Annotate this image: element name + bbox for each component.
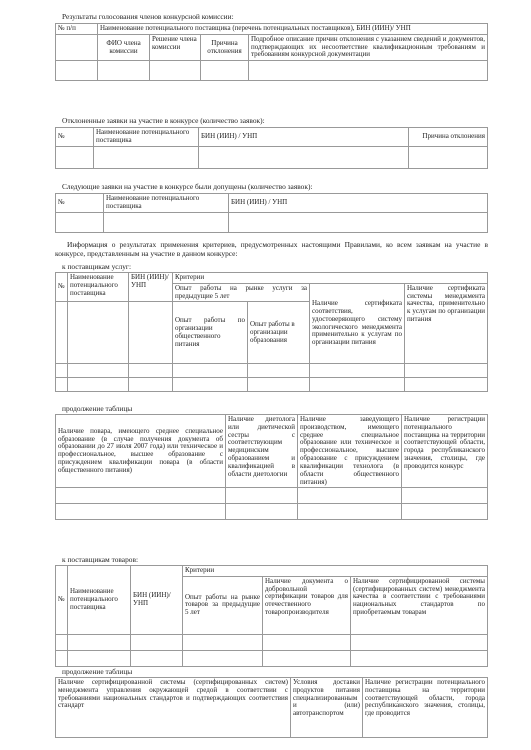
col-header-bin: БИН (ИИН) / УНП — [199, 128, 409, 147]
col-header-cook: Наличие повара, имеющего среднее специальное образование (в случае получения документа об образовании до 27 июля 2007 года) или техническое и профессиональное, высшее образование с присуждением квалификации повара (в области общественного питания) — [56, 415, 226, 488]
col-header-bin: БИН (ИИН) / УНП — [229, 194, 488, 213]
col-header-fio: ФИО члена комиссии — [98, 34, 150, 60]
col-header-description: Подробное описание причин отклонения с указанием сведений и документов, подтверждающих их несоответствие квалификационным требованиям и требованиям конкурсной документации — [249, 34, 488, 60]
col-header-dietitian: Наличие диетолога или диетической сестры с соответствующим медицинским образованием и квалификацией в области диетологии — [226, 415, 298, 488]
col-header-supplier: Наименование потенциального поставщика (перечень потенциальных поставщиков), БИН (ИИН)/ УНП — [98, 24, 488, 35]
col-header-delivery: Условия доставки продуктов питания специализированным и (или) автотранспортом — [291, 678, 363, 738]
services-title: к поставщикам услуг: — [62, 262, 132, 271]
goods-title: к поставщикам товаров: — [62, 555, 139, 564]
col-header-name: Наименование потенциального поставщика — [68, 566, 131, 635]
col-header-decision: Решение члена комиссии — [150, 34, 201, 60]
col-header-manager: Наличие заведующего производством, имеющего среднее специальное образование или техническое и профессиональное, высшее образование с присуждением квалификации технолога (в области общественного питания) — [298, 415, 402, 488]
col-header-no: № — [56, 273, 68, 302]
col-header-experience: Опыт работы на рынке товаров за предыдущие 5 лет — [183, 576, 263, 634]
criteria-info-paragraph: Информация о результатах применения критериев, предусмотренных настоящими Правилами, ко всем заявкам на участие в конкурсе, представленным на участие в данном конкурсе: — [55, 240, 488, 258]
col-header-name: Наименование потенциального поставщика — [104, 194, 229, 213]
admitted-table — [55, 193, 488, 233]
col-header-voluntary-cert: Наличие документа о добровольной сертификации товаров для отечественного товаропроизводителя — [263, 576, 351, 634]
col-header-no: № п/п — [56, 24, 98, 35]
col-header-bin: БИН (ИИН)/ УНП — [129, 273, 173, 302]
table-row — [56, 634, 488, 650]
col-header-reason: Причина отклонения — [201, 34, 249, 60]
goods-continued-label: продолжение таблицы — [62, 667, 133, 676]
goods-continued-table — [55, 677, 488, 738]
table-row — [56, 146, 488, 168]
voting-results-title: Результаты голосования членов конкурсной комиссии: — [62, 12, 234, 21]
col-header-reason: Причина отклонения — [409, 128, 488, 147]
col-header-eco-cert: Наличие сертификата соответствия, удостоверяющего систему экологического менеджмента применительно к услугам по организации питания — [310, 283, 405, 364]
services-continued-table — [55, 414, 488, 520]
table-row — [56, 650, 488, 666]
voting-results-table — [55, 23, 488, 81]
col-header-name: Наименование потенциального поставщика — [94, 128, 199, 147]
table-row — [56, 61, 488, 81]
rejected-title: Отклоненные заявки на участие в конкурсе (количество заявок): — [62, 116, 265, 125]
col-header-name: Наименование потенциального поставщика — [68, 273, 129, 302]
col-header-exp-education: Опыт работы в организации образования — [248, 302, 310, 364]
table-row — [56, 504, 488, 520]
table-row — [56, 378, 488, 392]
col-header-no: № — [56, 566, 68, 635]
table-row — [56, 364, 488, 378]
goods-criteria-table — [55, 565, 488, 667]
col-header-bin: БИН (ИИН)/ УНП — [131, 566, 183, 635]
col-header-experience: Опыт работы на рынке услуги за предыдущие 5 лет — [173, 283, 310, 302]
col-header-registration: Наличие регистрации потенциального поставщика на территории соответствующей области, города республиканского значения, столицы, где проводится конкурс — [402, 415, 488, 488]
col-header-no: № — [56, 128, 94, 147]
col-header-exp-catering: Опыт работы по организации общественного питания — [173, 302, 248, 364]
table-row — [56, 488, 488, 504]
col-header-criteria: Критерии — [173, 273, 488, 284]
col-header-quality-cert: Наличие сертификата системы менеджмента качества, применительно к услугам по организации питания — [405, 283, 488, 364]
services-criteria-table — [55, 272, 488, 392]
services-continued-label: продолжение таблицы — [62, 404, 133, 413]
col-header-no: № — [56, 194, 104, 213]
col-header-env-cert: Наличие сертифицированной системы (сертифицированных систем) менеджмента управления окружающей средой в соответствии с требованиями национальных стандартов и подтверждающих соответствия стандарт — [56, 678, 291, 738]
col-header-registration: Наличие регистрации потенциального поставщика на территории соответствующей области, города республиканского значения, столицы, где проводится — [363, 678, 488, 738]
col-header-criteria: Критерии — [183, 566, 488, 577]
table-row — [56, 212, 488, 232]
col-header-quality-cert: Наличие сертифицированной системы (сертифицированных систем) менеджмента качества в соответствии с требованиями национальных стандартов по приобретаемым товарам — [351, 576, 488, 634]
rejected-table — [55, 127, 488, 169]
admitted-title: Следующие заявки на участие в конкурсе были допущены (количество заявок): — [62, 182, 313, 191]
